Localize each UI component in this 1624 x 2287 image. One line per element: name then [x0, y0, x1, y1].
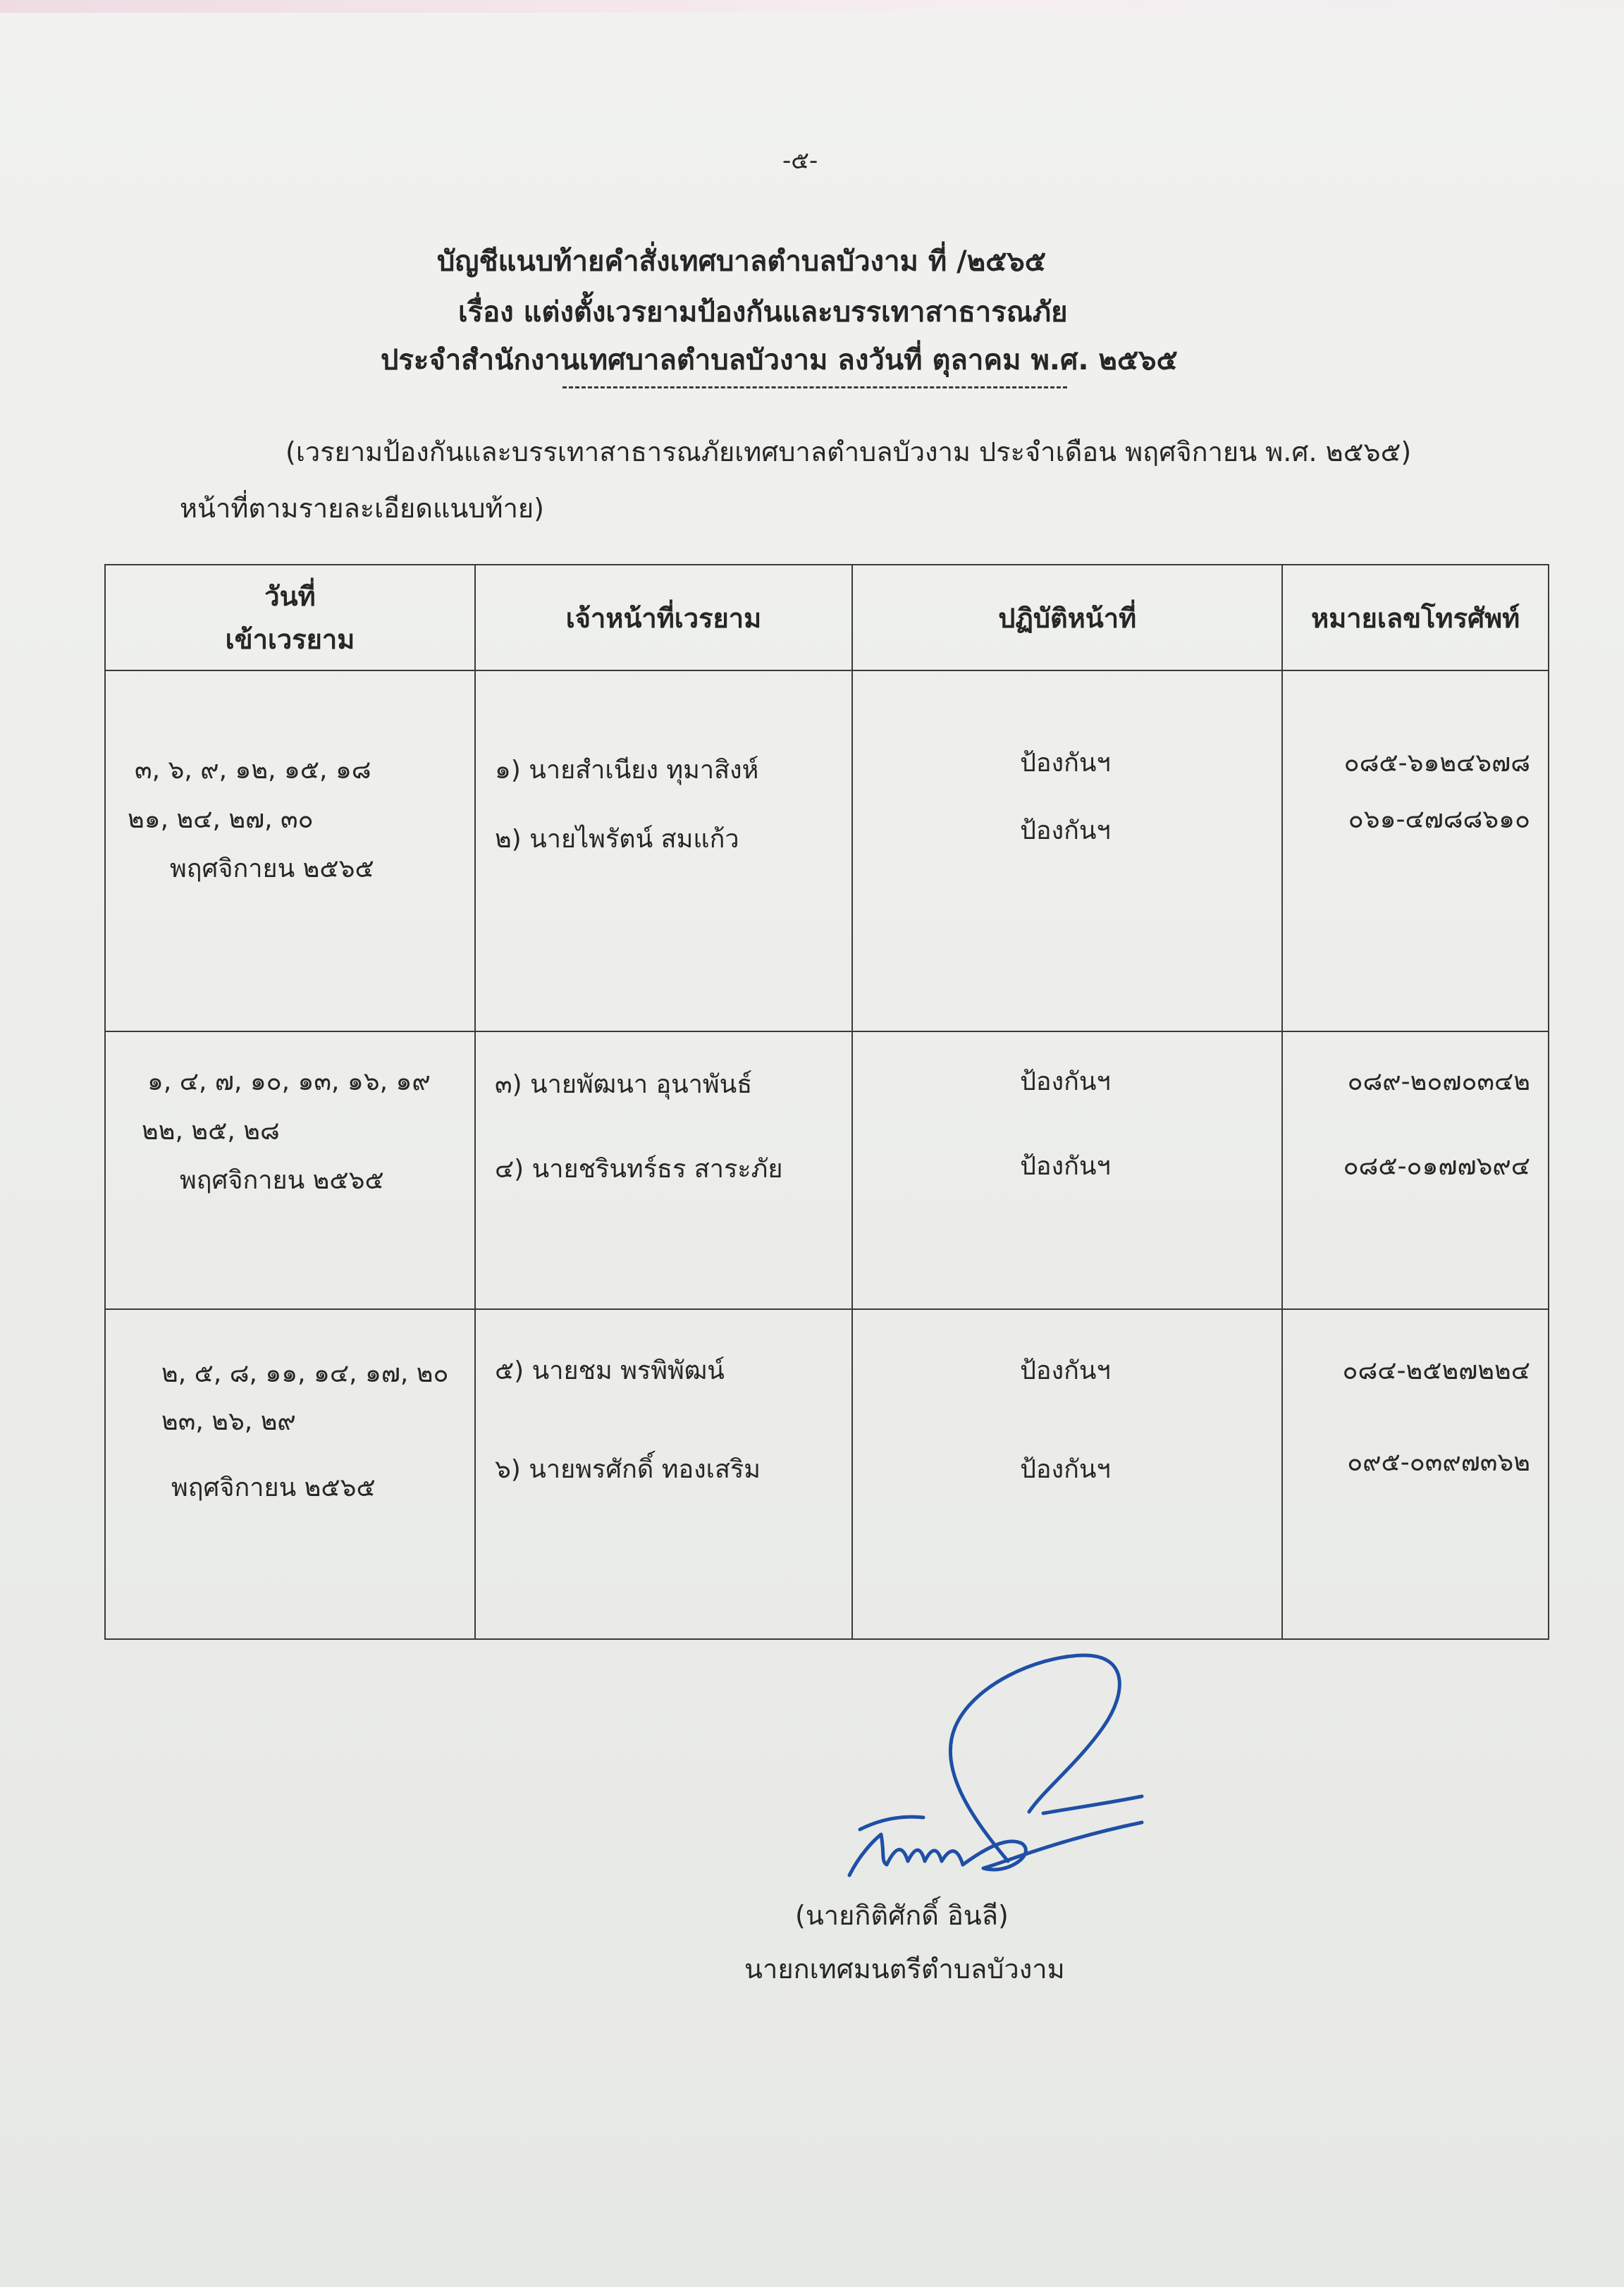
header-date [105, 565, 475, 670]
duty-text: ป้องกันฯ [1020, 1455, 1111, 1484]
handwritten-signature [832, 1650, 1156, 1889]
signatory-name: (นายกิติศักดิ์ อินลี) [795, 1900, 1009, 1931]
header-date-line-1: วันที่ [264, 581, 316, 612]
duty-text: ป้องกันฯ [1020, 1356, 1111, 1385]
duty-text: ป้องกันฯ [1020, 749, 1111, 778]
date-line-2: ๒๑, ๒๔, ๒๗, ๓๐ [128, 805, 314, 834]
duty-cell [852, 1309, 1282, 1639]
page-number: -๕- [782, 147, 818, 175]
phone-number: ๐๘๕-๐๑๗๗๖๙๔ [1343, 1152, 1530, 1181]
intro-line-1: (เวรยามป้องกันและบรรเทาสาธารณภัยเทศบาลตำบลบัวงาม ประจำเดือน พฤศจิกายน พ.ศ. ๒๕๖๕) [285, 436, 1412, 467]
table-row [105, 1309, 1549, 1639]
header-phone: หมายเลขโทรศัพท์ [1282, 565, 1549, 670]
phone-cell [1282, 1309, 1549, 1639]
phone-cell [1282, 670, 1549, 1031]
header-date-line-2: เข้าเวรยาม [225, 624, 355, 655]
date-line-1: ๒, ๕, ๘, ๑๑, ๑๔, ๑๗, ๒๐ [161, 1359, 449, 1388]
date-cell [105, 670, 475, 1031]
signatory-title: นายกเทศมนตรีตำบลบัวงาม [744, 1954, 1065, 1985]
date-line-2: ๒๓, ๒๖, ๒๙ [161, 1407, 296, 1436]
date-line-3: พฤศจิกายน ๒๕๖๕ [171, 1473, 376, 1502]
date-line-3: พฤศจิกายน ๒๕๖๕ [170, 854, 374, 883]
phone-number: ๐๘๕-๖๑๒๔๖๗๘ [1343, 749, 1530, 778]
duty-text: ป้องกันฯ [1020, 1067, 1111, 1096]
duty-text: ป้องกันฯ [1020, 1152, 1111, 1181]
officer-name: ๖) นายพรศักดิ์ ทองเสริม [494, 1455, 761, 1484]
phone-number: ๐๖๑-๔๗๘๘๖๑๐ [1348, 805, 1530, 834]
officer-name: ๒) นายไพรัตน์ สมแก้ว [494, 825, 739, 854]
officer-name: ๔) นายชรินทร์ธร สาระภัย [494, 1155, 783, 1184]
officer-cell [475, 1309, 852, 1639]
intro-line-2: หน้าที่ตามรายละเอียดแนบท้าย) [180, 493, 545, 524]
page-edge [0, 0, 1624, 13]
header-subject-line: เรื่อง แต่งตั้งเวรยามป้องกันและบรรเทาสาธารณภัย [458, 296, 1068, 329]
date-cell [105, 1031, 475, 1309]
header-divider [562, 386, 1067, 388]
officer-name: ๑) นายสำเนียง ทุมาสิงห์ [494, 756, 759, 785]
date-line-1: ๓, ๖, ๙, ๑๒, ๑๕, ๑๘ [135, 756, 371, 785]
duty-cell [852, 670, 1282, 1031]
officer-name: ๕) นายชม พรพิพัฒน์ [494, 1356, 725, 1385]
phone-number: ๐๘๔-๒๕๒๗๒๒๔ [1342, 1356, 1530, 1385]
duty-roster-table [104, 564, 1549, 1640]
officer-cell [475, 1031, 852, 1309]
date-cell [105, 1309, 475, 1639]
phone-cell [1282, 1031, 1549, 1309]
table-header-row [105, 565, 1549, 670]
phone-number: ๐๘๙-๒๐๗๐๓๔๒ [1347, 1067, 1530, 1096]
officer-cell [475, 670, 852, 1031]
officer-name: ๓) นายพัฒนา อุนาพันธ์ [494, 1070, 753, 1099]
duty-cell [852, 1031, 1282, 1309]
header-duty: ปฏิบัติหน้าที่ [852, 565, 1282, 670]
table-row [105, 670, 1549, 1031]
header-order-line: บัญชีแนบท้ายคำสั่งเทศบาลตำบลบัวงาม ที่ /๒๕๖๕ [437, 245, 1047, 278]
table-row [105, 1031, 1549, 1309]
phone-number: ๐๙๕-๐๓๙๗๓๖๒ [1347, 1448, 1530, 1477]
date-line-2: ๒๒, ๒๕, ๒๘ [142, 1117, 280, 1146]
header-office-line: ประจำสำนักงานเทศบาลตำบลบัวงาม ลงวันที่ ตุลาคม พ.ศ. ๒๕๖๕ [381, 344, 1178, 376]
header-officer: เจ้าหน้าที่เวรยาม [475, 565, 852, 670]
date-line-1: ๑, ๔, ๗, ๑๐, ๑๓, ๑๖, ๑๙ [147, 1067, 431, 1096]
date-line-3: พฤศจิกายน ๒๕๖๕ [180, 1166, 384, 1195]
duty-text: ป้องกันฯ [1020, 816, 1111, 845]
